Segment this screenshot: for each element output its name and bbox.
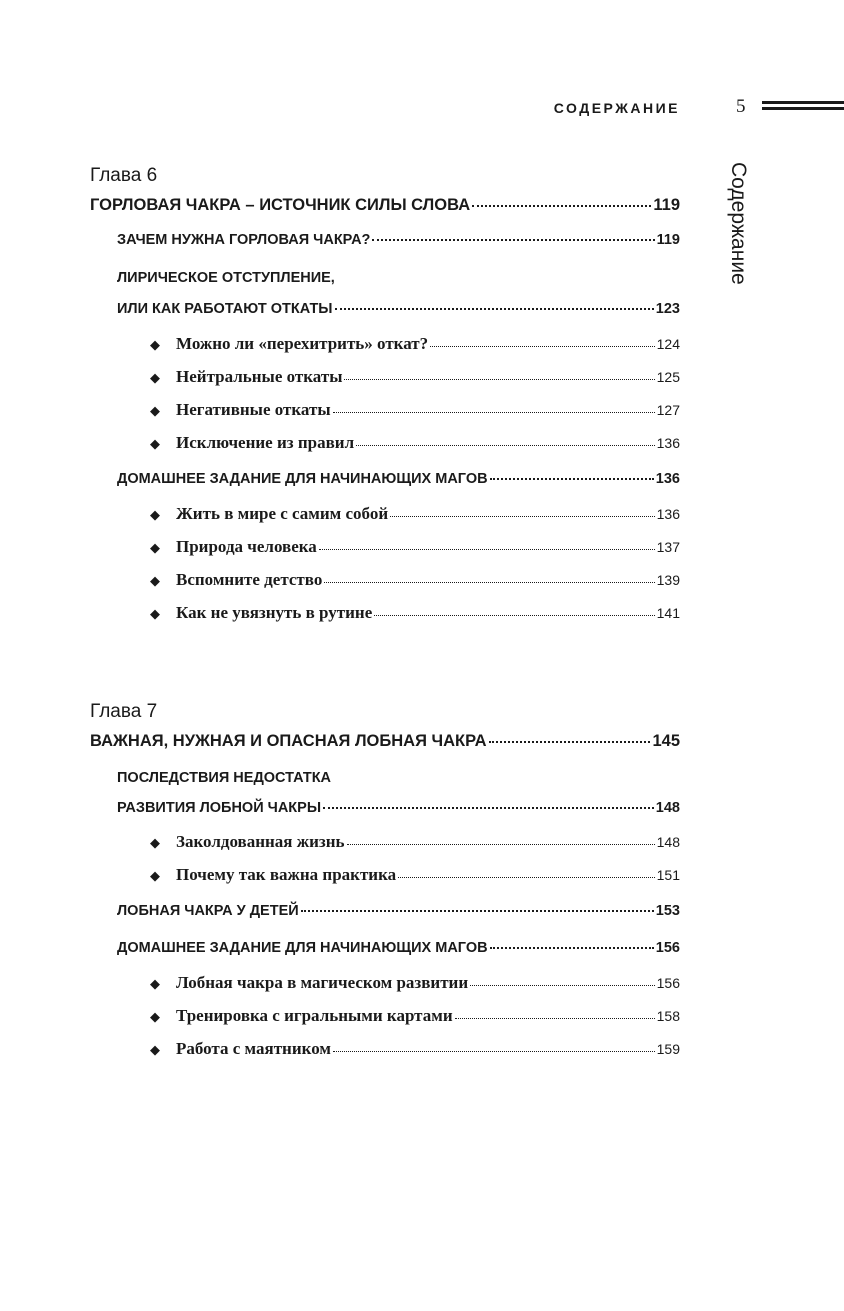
diamond-bullet-icon: ◆ [150, 868, 160, 883]
toc-entry-page: 151 [656, 867, 680, 883]
diamond-bullet-icon: ◆ [150, 370, 160, 385]
toc-section-entry[interactable] [117, 903, 680, 929]
toc-entry-title: Жить в мире с самим собой [176, 504, 389, 523]
dot-leader [455, 1018, 655, 1019]
dot-leader [347, 844, 655, 845]
toc-entry-page: 123 [655, 301, 680, 317]
toc-entry-page: 124 [656, 336, 680, 352]
diamond-bullet-icon: ◆ [150, 606, 160, 621]
toc-entry-title: ИЛИ КАК РАБОТАЮТ ОТКАТЫ [117, 301, 333, 317]
diamond-bullet-icon: ◆ [150, 507, 160, 522]
toc-subsection-entry[interactable] [150, 433, 680, 459]
page-number: 5 [736, 96, 746, 117]
dot-leader [490, 478, 654, 480]
toc-subsection-entry[interactable] [150, 865, 680, 891]
toc-entry-page: 125 [656, 369, 680, 385]
toc-entry-title: Работа с маятником [176, 1039, 331, 1058]
toc-entry-title: ЛОБНАЯ ЧАКРА У ДЕТЕЙ [117, 903, 299, 919]
dot-leader [319, 549, 655, 550]
toc-section-entry[interactable] [117, 471, 680, 497]
header-rule [762, 101, 844, 117]
toc-entry-page: 141 [656, 605, 680, 621]
side-tab-label: Содержание [727, 162, 750, 285]
dot-leader [333, 1051, 655, 1052]
dot-leader [344, 379, 654, 380]
toc-entry-title: Исключение из правил [176, 433, 355, 452]
dot-leader [472, 205, 651, 207]
dot-leader [390, 516, 655, 517]
toc-subsection-entry[interactable] [150, 367, 680, 393]
toc-entry-page: 158 [656, 1008, 680, 1024]
dot-leader [356, 445, 655, 446]
diamond-bullet-icon: ◆ [150, 573, 160, 588]
toc-subsection-entry[interactable] [150, 334, 680, 360]
diamond-bullet-icon: ◆ [150, 1009, 160, 1024]
dot-leader [324, 582, 654, 583]
toc-section-title-line1: ПОСЛЕДСТВИЯ НЕДОСТАТКА [117, 770, 332, 786]
toc-entry-page: 148 [656, 834, 680, 850]
diamond-bullet-icon: ◆ [150, 976, 160, 991]
toc-subsection-entry[interactable] [150, 537, 680, 563]
toc-entry-title: Нейтральные откаты [176, 367, 343, 386]
toc-chapter-entry[interactable] [90, 732, 680, 758]
dot-leader [489, 741, 651, 743]
dot-leader [490, 947, 654, 949]
toc-entry-title: РАЗВИТИЯ ЛОБНОЙ ЧАКРЫ [117, 800, 322, 816]
toc-entry-title: Как не увязнуть в рутине [176, 603, 373, 622]
chapter-label: Глава 7 [90, 701, 158, 722]
toc-entry-page: 159 [656, 1041, 680, 1057]
dot-leader [398, 877, 655, 878]
toc-entry-page: 119 [653, 196, 680, 214]
dot-leader [374, 615, 654, 616]
toc-section-entry[interactable] [117, 301, 680, 327]
dot-leader [301, 910, 654, 912]
toc-chapter-entry[interactable] [90, 196, 680, 222]
diamond-bullet-icon: ◆ [150, 436, 160, 451]
dot-leader [323, 807, 654, 809]
dot-leader [430, 346, 655, 347]
toc-entry-page: 145 [652, 732, 680, 750]
toc-entry-page: 127 [656, 402, 680, 418]
toc-entry-title: Почему так важна практика [176, 865, 397, 884]
toc-section-entry[interactable] [117, 800, 680, 826]
toc-entry-page: 136 [656, 435, 680, 451]
toc-entry-page: 148 [655, 800, 680, 816]
diamond-bullet-icon: ◆ [150, 337, 160, 352]
toc-entry-title: Вспомните детство [176, 570, 323, 589]
toc-section-entry[interactable] [117, 940, 680, 966]
toc-entry-title: Природа человека [176, 537, 317, 556]
toc-entry-title: ГОРЛОВАЯ ЧАКРА – ИСТОЧНИК СИЛЫ СЛОВА [90, 196, 471, 214]
dot-leader [333, 412, 655, 413]
toc-section-title-line1: ЛИРИЧЕСКОЕ ОТСТУПЛЕНИЕ, [117, 270, 335, 286]
dot-leader [470, 985, 654, 986]
toc-entry-title: Тренировка с игральными картами [176, 1006, 453, 1025]
toc-entry-page: 153 [655, 903, 680, 919]
toc-subsection-entry[interactable] [150, 400, 680, 426]
dot-leader [372, 239, 654, 241]
toc-entry-title: ДОМАШНЕЕ ЗАДАНИЕ ДЛЯ НАЧИНАЮЩИХ МАГОВ [117, 471, 488, 487]
diamond-bullet-icon: ◆ [150, 540, 160, 555]
toc-subsection-entry[interactable] [150, 570, 680, 596]
toc-entry-page: 139 [656, 572, 680, 588]
toc-entry-title: Негативные откаты [176, 400, 331, 419]
toc-entry-title: ЗАЧЕМ НУЖНА ГОРЛОВАЯ ЧАКРА? [117, 232, 371, 248]
dot-leader [335, 308, 654, 310]
toc-subsection-entry[interactable] [150, 832, 680, 858]
toc-subsection-entry[interactable] [150, 1039, 680, 1065]
toc-subsection-entry[interactable] [150, 973, 680, 999]
diamond-bullet-icon: ◆ [150, 1042, 160, 1057]
running-header-title: СОДЕРЖАНИЕ [553, 100, 680, 116]
toc-entry-title: Можно ли «перехитрить» откат? [176, 334, 429, 353]
diamond-bullet-icon: ◆ [150, 835, 160, 850]
toc-entry-page: 156 [656, 975, 680, 991]
toc-entry-page: 119 [656, 232, 680, 248]
toc-subsection-entry[interactable] [150, 1006, 680, 1032]
toc-subsection-entry[interactable] [150, 504, 680, 530]
diamond-bullet-icon: ◆ [150, 403, 160, 418]
toc-entry-page: 137 [656, 539, 680, 555]
toc-entry-title: ДОМАШНЕЕ ЗАДАНИЕ ДЛЯ НАЧИНАЮЩИХ МАГОВ [117, 940, 488, 956]
toc-subsection-entry[interactable] [150, 603, 680, 629]
toc-entry-title: Заколдованная жизнь [176, 832, 345, 851]
toc-entry-page: 156 [655, 940, 680, 956]
chapter-label: Глава 6 [90, 165, 158, 186]
toc-entry-title: Лобная чакра в магическом развитии [176, 973, 469, 992]
toc-section-entry[interactable] [117, 232, 680, 258]
toc-entry-page: 136 [655, 471, 680, 487]
toc-entry-title: ВАЖНАЯ, НУЖНАЯ И ОПАСНАЯ ЛОБНАЯ ЧАКРА [90, 732, 487, 750]
toc-entry-page: 136 [656, 506, 680, 522]
